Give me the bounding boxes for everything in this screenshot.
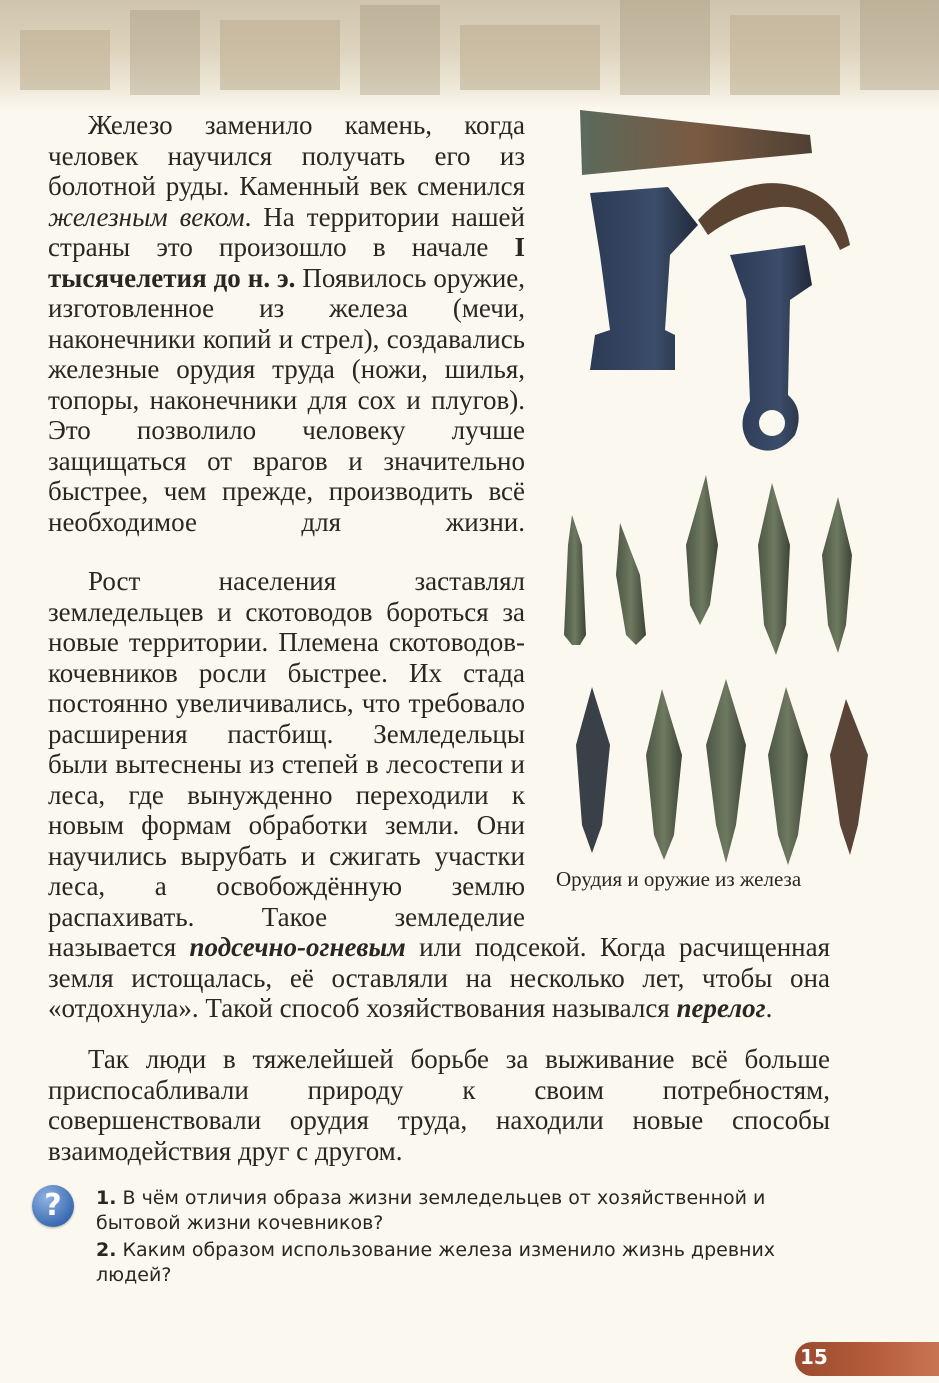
paragraph-2: Рост населения заставлял земледельцев и скотоводов бороться за новые территории. Племена скотоводов-кочевников росли быстрее. Их стада постоянно увеличивались, что требовало расширения пастбищ. Земледельцы были вытеснены из степей в лесостепи и леса, где вынужденно переходили к новым формам обработки земли. Они научились вырубать и сжигать участки леса, а освобождённую землю распахивать. Такое земледелие называется подсечно-огневым или подсекой. Когда расчищенная земля истощалась, её оставляли на несколько лет, чтобы она «отдохнула». Такой способ хозяйствования назывался перелог.: [48, 566, 830, 1023]
arrowheads-row-2: [576, 679, 868, 865]
date-bold: I тысячелетия до н. э.: [48, 232, 525, 293]
sickle: [698, 183, 850, 250]
iron-tools-figure: [550, 105, 870, 875]
decorative-header-banner: [0, 0, 939, 110]
page-number: 15: [800, 1345, 828, 1369]
figure-caption: Орудия и оружие из железа: [556, 867, 802, 891]
question-mark-icon: ?: [32, 1185, 74, 1227]
paragraph-3: Так люди в тяжелейшей борьбе за выживание всё больше приспосабливали природу к своим потребностям, совершенствовали орудия труда, находили новые способы взаимодействия друг с другом.: [48, 1044, 830, 1166]
arrowheads-row-1: [564, 475, 852, 655]
axe-head-dark: [590, 187, 698, 370]
paragraph-1: Железо заменило камень, когда человек научился получать его из болотной руды. Каменный век сменился железным веком. На территории нашей страны это произошло в начале I тысячелетия до н. э. Появилось оружие, изготовленное из железа (мечи, наконечники копий и стрел), создавались железные орудия труда (ножи, шилья, топоры, наконечники для сох и плугов). Это позволило человеку лучше защищаться от врагов и значительно быстрее, чем прежде, производить всё необходимое для жизни.: [48, 110, 526, 537]
term-iron-age: железным веком: [48, 201, 245, 232]
question-2: 2. Каким образом использование железа изменило жизнь древних людей?: [96, 1239, 776, 1286]
question-1: 1. В чём отличия образа жизни земледельцев от хозяйственной и бытовой жизни кочевников?: [96, 1187, 766, 1234]
plough-tip: [580, 110, 812, 175]
term-fallow: перелог: [676, 993, 766, 1023]
term-slash-and-burn: подсечно-огневым: [189, 932, 406, 962]
